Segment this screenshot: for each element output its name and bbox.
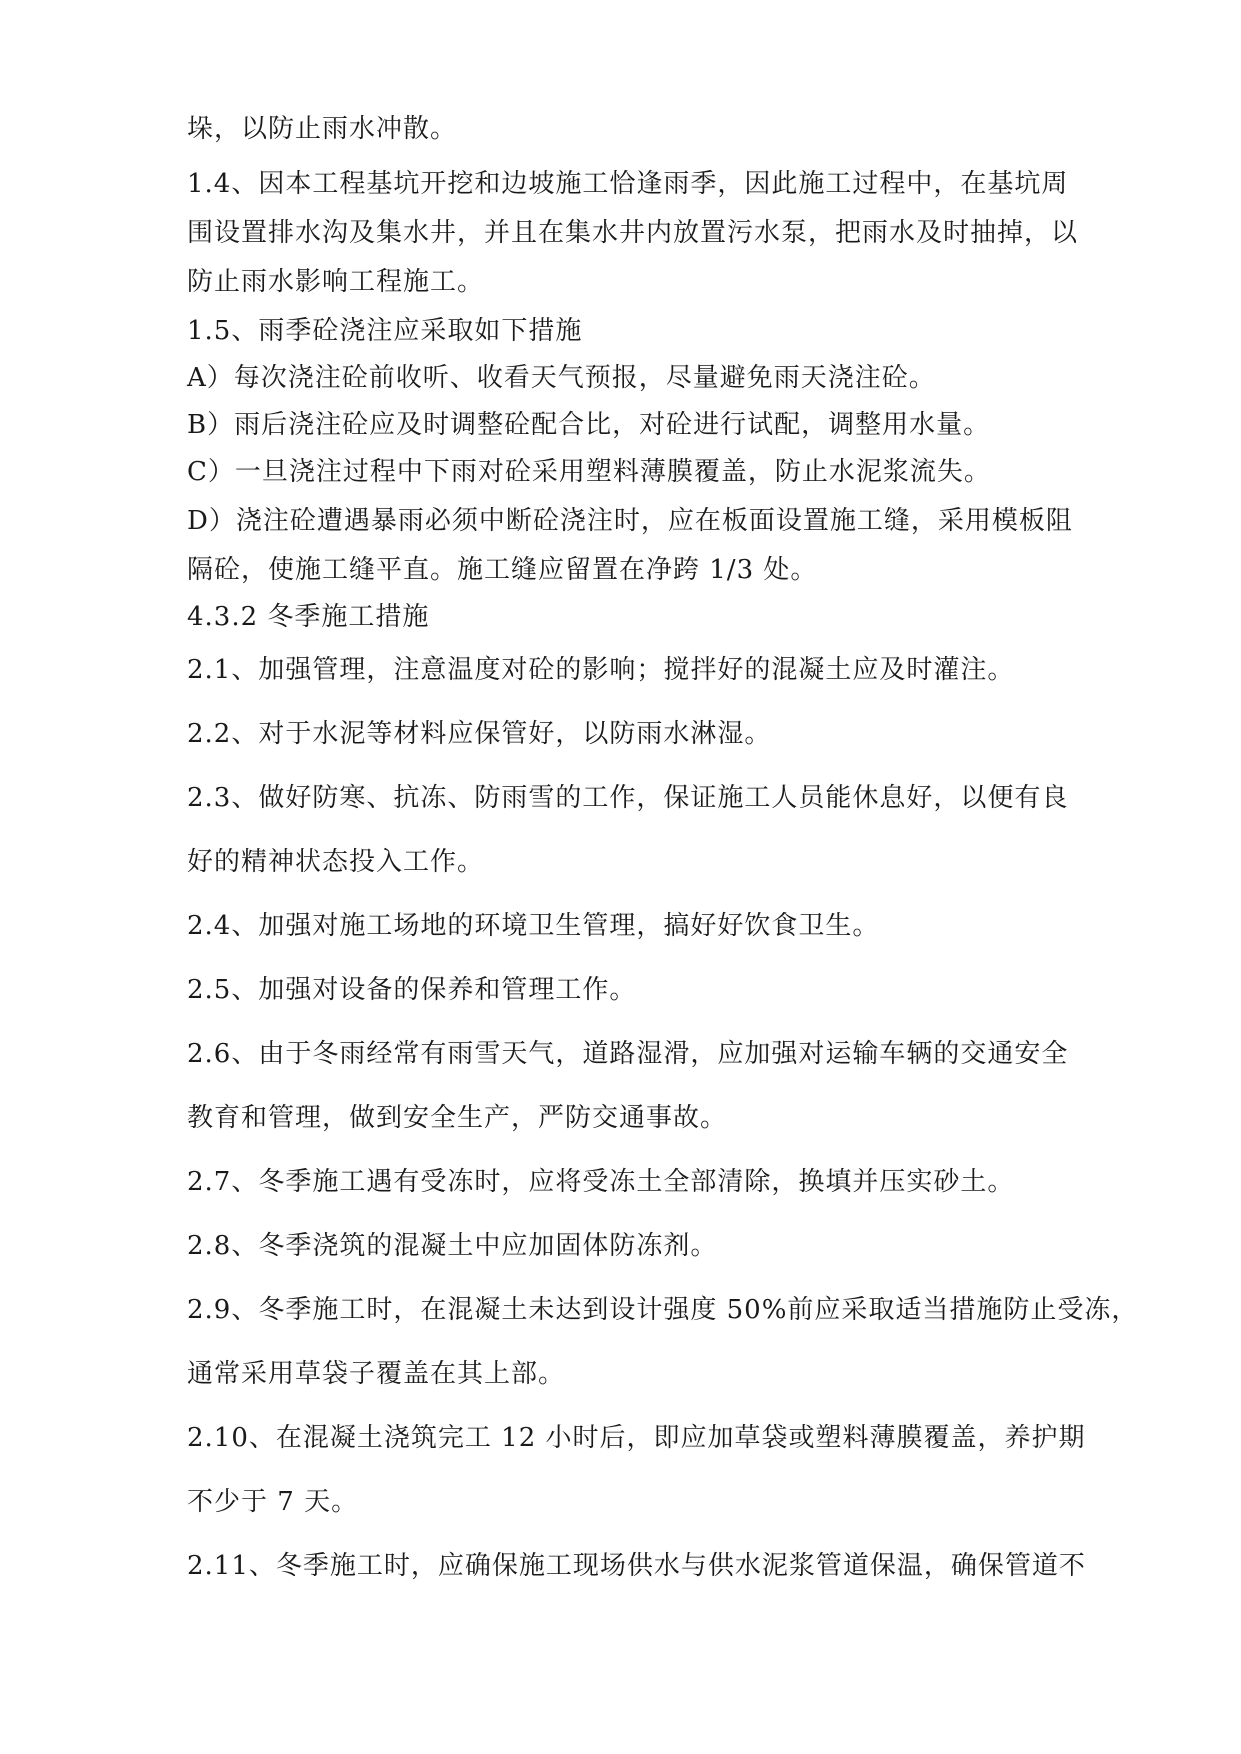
text-line: 2.6、由于冬雨经常有雨雪天气，道路湿滑，应加强对运输车辆的交通安全 <box>187 1039 1069 1069</box>
text-line: 好的精神状态投入工作。 <box>187 847 485 877</box>
text-line: 2.1、加强管理，注意温度对砼的影响；搅拌好的混凝土应及时灌注。 <box>187 655 1015 685</box>
text-line: 2.4、加强对施工场地的环境卫生管理，搞好好饮食卫生。 <box>187 911 880 941</box>
text-line: 垛，以防止雨水冲散。 <box>187 114 458 144</box>
text-line: 2.8、冬季浇筑的混凝土中应加固体防冻剂。 <box>187 1231 718 1261</box>
text-line: 不少于 7 天。 <box>187 1487 359 1517</box>
text-line: A）每次浇注砼前收听、收看天气预报，尽量避免雨天浇注砼。 <box>187 363 936 393</box>
section-heading: 1.5、雨季砼浇注应采取如下措施 <box>187 316 583 346</box>
text-line: 2.3、做好防寒、抗冻、防雨雪的工作，保证施工人员能休息好，以便有良 <box>187 783 1069 813</box>
text-line: 2.9、冬季施工时，在混凝土未达到设计强度 50%前应采取适当措施防止受冻， <box>187 1295 1139 1325</box>
text-line: 教育和管理，做到安全生产，严防交通事故。 <box>187 1103 728 1133</box>
text-line: 2.11、冬季施工时，应确保施工现场供水与供水泥浆管道保温，确保管道不 <box>187 1551 1086 1581</box>
text-line: 1.4、因本工程基坑开挖和边坡施工恰逢雨季，因此施工过程中，在基坑周 <box>187 169 1069 199</box>
text-line: C）一旦浇注过程中下雨对砼采用塑料薄膜覆盖，防止水泥浆流失。 <box>187 457 991 487</box>
text-line: 2.10、在混凝土浇筑完工 12 小时后，即应加草袋或塑料薄膜覆盖，养护期 <box>187 1423 1086 1453</box>
text-line: 通常采用草袋子覆盖在其上部。 <box>187 1359 566 1389</box>
text-line: D）浇注砼遭遇暴雨必须中断砼浇注时，应在板面设置施工缝，采用模板阻 <box>187 506 1073 536</box>
text-line: 防止雨水影响工程施工。 <box>187 267 485 297</box>
text-line: 2.2、对于水泥等材料应保管好，以防雨水淋湿。 <box>187 719 772 749</box>
text-line: 隔砼，使施工缝平直。施工缝应留置在净跨 1/3 处。 <box>187 555 818 585</box>
section-heading: 4.3.2 冬季施工措施 <box>187 602 430 632</box>
text-line: 2.7、冬季施工遇有受冻时，应将受冻土全部清除，换填并压实砂土。 <box>187 1167 1015 1197</box>
text-line: 2.5、加强对设备的保养和管理工作。 <box>187 975 637 1005</box>
text-line: 围设置排水沟及集水井，并且在集水井内放置污水泵，把雨水及时抽掉，以 <box>187 218 1079 248</box>
text-line: B）雨后浇注砼应及时调整砼配合比，对砼进行试配，调整用水量。 <box>187 410 991 440</box>
